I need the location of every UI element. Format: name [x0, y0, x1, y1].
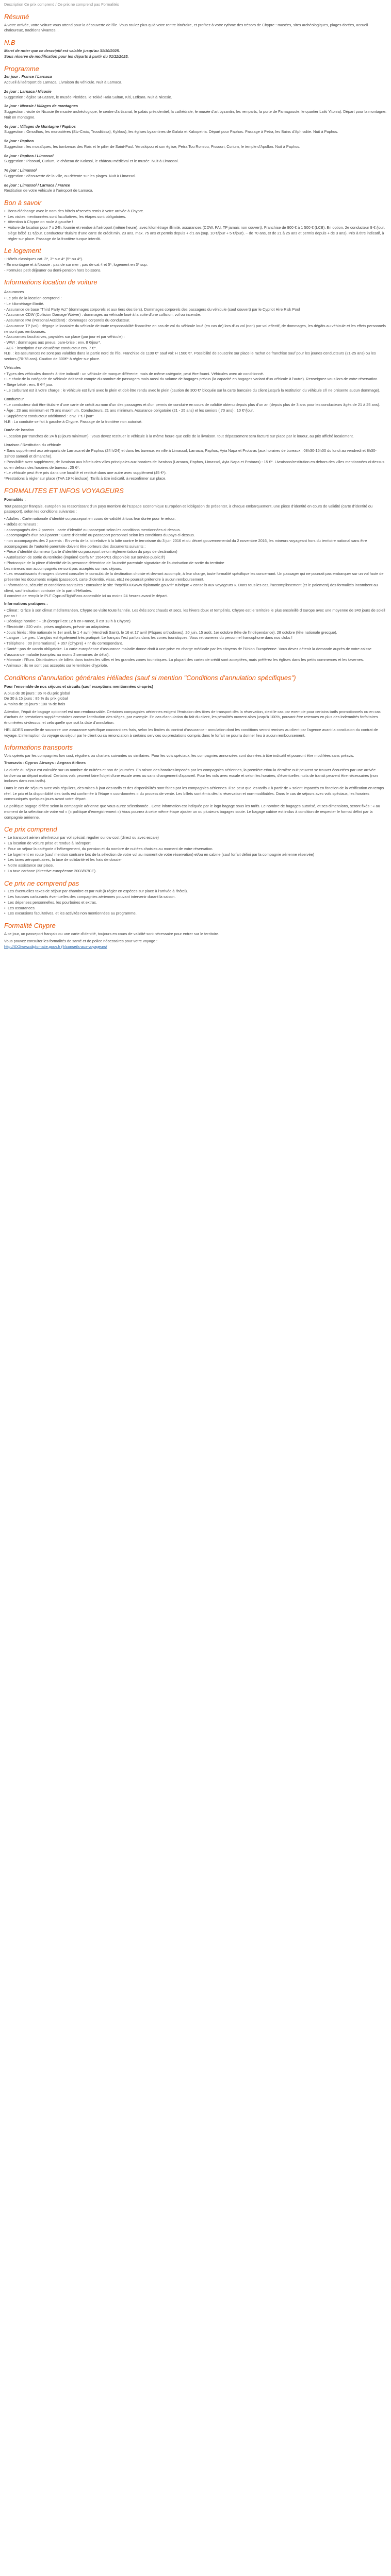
- section-title-programme: Programme: [4, 64, 39, 73]
- section-bon-a-savoir: [4, 199, 387, 242]
- diplomatie-link[interactable]: http://XXXwww.diplomatie.gouv.fr (fr/conseils-aux-voyageurs/: [4, 944, 107, 949]
- logement-line: - En montagne et à Nicosie : pas de sur mer ; pas de cat 4 et 5*, logement en 3* sup.: [4, 262, 148, 267]
- infos-pratiques-sub: Informations pratiques :: [4, 601, 48, 606]
- ne-comprend-pas-item: • Les excursions facultatives, et les activités non mentionnées au programme.: [4, 911, 387, 917]
- assurance-line: • Assurances facultatives, payables sur place (par jour et par véhicule) :: [4, 334, 125, 340]
- day-text: Suggestion : Omodhos, les monastères (Stv-Croix, Trooditissa), Kykkos), les églises byzantines de Galata et Kakopetria. Départ pour Paphos. Passage à Petra, les Bains d'Aphrodite. Nuit à Paphos.: [4, 129, 338, 134]
- location-conducteur: [4, 402, 387, 425]
- comprend-item: • Pour un séjour la catégorie d'hébergement, du pension et du nombre de nuitées choisies au moment de votre réservation.: [4, 846, 387, 852]
- programme-days: [4, 74, 387, 193]
- section-title-formalites: FORMALITES ET INFOS VOYAGEURS: [4, 486, 124, 495]
- programme-day: [4, 74, 387, 85]
- formalite-line: • Bébés et mineurs :: [4, 521, 39, 527]
- day-title: 5e jour : Paphos: [4, 139, 34, 144]
- section-title-logement: Le logement: [4, 247, 41, 255]
- comprend-item: • Le transport aérien aller/retour par vol spécial, régulier ou low cost (direct ou avec escale): [4, 835, 387, 841]
- formalite-line: • Pièce d'identité du mineur (carte d'identité ou passeport selon réglementation du pays de destination): [4, 549, 177, 554]
- location-sub-duree: Durée de location: [4, 428, 34, 433]
- transports-paragraphs: [4, 768, 387, 821]
- assurance-line: - ADF : inscription d'un deuxième conducteur env. 7 €*.: [4, 345, 97, 350]
- section-title-nb: N.B: [4, 39, 15, 47]
- comprend-list: [4, 835, 387, 874]
- info-pratique-line: • Électricité : 220 volts, prises anglaises, prévoir un adaptateur.: [4, 624, 110, 629]
- day-text: Suggestion : découverte de la ville, ou détente sur les plages. Nuit à Limassol.: [4, 173, 136, 178]
- day-text: Suggestion : visite de Nicosie (le musée archéologique, le centre d'artisanat, le palais présidentiel, la cathédrale, le musée d'art byzantin, les remparts, la porte de Famagouste, le quartier Laiki Yitonia). Départ pour la montagne. Nuit en montagne.: [4, 109, 387, 120]
- info-pratique-line: • Décalage horaire : + 1h (lorsqu'il est 12 h en France, il est 13 h à Chypre): [4, 619, 131, 624]
- day-title: 2e jour : Larnaca / Nicosie: [4, 89, 52, 94]
- assurance-line: • Le prix de la location comprend :: [4, 296, 62, 301]
- infos-pratiques-items: [4, 608, 387, 669]
- assurance-line: - WWI : dommages aux pneus, pare-brise : env. 8 €/jour*.: [4, 340, 101, 345]
- bon-a-savoir-item: • Bons d'échange avec le nom des hôtels réservés remis à votre arrivée à Chypre.: [4, 209, 387, 214]
- ne-comprend-pas-item: • Les dépenses personnelles, les pourboires et extras.: [4, 900, 387, 906]
- section-comprend: [4, 826, 387, 874]
- location-sub-livraison: Livraison / Restitution du véhicule: [4, 442, 61, 447]
- assurance-line: - Assurance TP (vol) : dégage le locataire du véhicule de toute responsabilité financière en cas de vol du véhicule loué (en cas de) lors d'un vol (non) par vol effectif, de dommages, les dégâts au véhicule et les effets personnels ne sont pas remboursés.: [4, 323, 386, 334]
- day-text: Accueil à l'aéroport de Larnaca. Livraison du véhicule. Nuit à Larnaca.: [4, 80, 123, 85]
- section-nb: [4, 39, 387, 59]
- assurance-line: - Assurance PAI (Personal Accident) : dommages corporels du conducteur.: [4, 318, 131, 323]
- comprend-item: • Notre assistance sur place.: [4, 863, 387, 869]
- section-formalites: [4, 487, 387, 669]
- location-sub-conducteur: Conducteur: [4, 396, 24, 401]
- section-resume: [4, 13, 387, 33]
- section-annulation: [4, 674, 387, 739]
- assurance-line: - Le kilométrage illimité.: [4, 301, 44, 306]
- day-text: Restitution de votre véhicule à l'aéroport de Larnaca.: [4, 188, 93, 193]
- info-pratique-line: • Langue : Le grec. L'anglais est également très pratiqué. Le français l'est parfois dans les zones touristiques. Vous retrouverez du personnel francophone dans nos clubs !: [4, 635, 292, 640]
- vehicule-line: • Le choix de la catégorie de véhicule doit tenir compte du nombre de passagers mais aussi du volume de bagages prévus (la capacité en bagages variant d'un véhicule à l'autre). Renseignez-vous lors de votre réservation.: [4, 377, 379, 382]
- annulation-paragraph: Attention, l'équit de bagage optionnel est non remboursable. Certaines compagnies aériennes exigent l'émission des titres de transport dès la réservation, c'est le cas par exemple pour certains tarifs promotionnels ou en cas d'achats de prestations supplémentaires comme l'attribution des sièges, par exemple. En cas d'annulation du fait du client, les pénalités ouvrent alors jusqu'à 100%, pouvant être retenues en plus des indemnités forfaitaires énumérées ci-dessus, et cela quelle que soit la date d'annulation.: [4, 709, 381, 725]
- formalite-line: Les mineurs non accompagnés ne sont pas acceptés sur nos séjours.: [4, 566, 122, 571]
- conducteur-line: • Âge : 23 ans minimum et 75 ans maximum. Conducteurs, 21 ans minimum. Assurance obligatoire (21 - 25 ans) et les seniors ( 70 ans) : 10 €*/jour.: [4, 408, 254, 413]
- formalite-line: • Les ressortissants étrangers doivent consulter le consulat de la destination choisie et devront accomplir, à leur charge, toute formalité spécifique les concernant. Un passager qui ne pourrait pas embarquer sur un vol faute de présenter les documents exigés (passeport, carte d'identité, visas, etc.) ne pourrait prétendre à aucun remboursement.: [4, 571, 384, 582]
- ne-comprend-pas-item: • Les éventuelles taxes de séjour par chambre et par nuit (à régler en espèces sur place à l'arrivée à l'hôtel).: [4, 889, 387, 894]
- comprend-item: • Le logement en route (sauf mention contraire lors de la sélection de votre vol au moment de votre réservation) et/ou en cabine (sauf forfait défini par la compagnie aérienne réservée): [4, 852, 387, 858]
- programme-day: [4, 89, 387, 100]
- location-livraison: [4, 448, 387, 481]
- ne-comprend-pas-list: [4, 889, 387, 917]
- section-title-location: Informations location de voiture: [4, 278, 97, 286]
- conducteur-line: N.B : La conduite se fait à gauche à Chypre. Passage de la frontière non autorisé.: [4, 419, 142, 424]
- annulation-sub: Pour l'ensemble de nos séjours et circuits (sauf exceptions mentionnées ci-après): [4, 684, 153, 689]
- day-title: 4e jour : Villages de Montagne / Paphos: [4, 124, 76, 129]
- section-location: [4, 279, 387, 481]
- bon-a-savoir-item: • Attention à Chypre on roule à gauche !: [4, 219, 387, 225]
- formalite-chypre-text2: Vous pouvez consulter les formalités de santé et de police nécessaires pour votre voyage :: [4, 938, 158, 943]
- formalites-items: [4, 516, 387, 599]
- comprend-item: • La location de voiture prise et rendue à l'aéroport: [4, 841, 387, 846]
- programme-day: [4, 104, 387, 120]
- programme-day: [4, 124, 387, 135]
- section-transports: [4, 744, 387, 820]
- logement-line: - Hôtels classiques cat. 3*, 3* sur 4* (5* ou 4*).: [4, 257, 83, 262]
- formalite-line: • Informations, sécurité et conditions sanitaires : consultez le site "http:///XXXwww.diplomatie.gouv.fr" rubrique « conseils aux voyageurs ». Dans tous les cas, l'accomplissement (et le paiement) des formalités incombent au client, sauf indication contraire de la part d'Héliades.: [4, 582, 378, 593]
- info-pratique-line: • Téléphone : 00 (International) + 357 (Chypre) + n° du correspondant.: [4, 641, 123, 646]
- conducteur-line: • Le conducteur doit être titulaire d'une carte de crédit au nom d'un des passagers et d'un permis de conduire en cours de validité obtenu depuis plus d'un an (depuis plus de 3 ans pour les conducteurs âgés de 21 à 25 ans).: [4, 402, 380, 408]
- resume-text: A votre arrivée, votre voiture vous attend pour la découverte de l'île. Vous roulez plus qu'à votre rentre itinéraire, et profitez à votre rythme des trésors de Chypre : musées, sites archéologiques, plages dorées, accueil chaleureux, traditions vivantes...: [4, 22, 368, 33]
- section-title-comprend: Ce prix comprend: [4, 825, 57, 834]
- day-title: 3e jour : Nicosie / Villages de montagnes: [4, 104, 78, 109]
- vehicule-line: • Siège bébé : env. 9 €*/ jour.: [4, 382, 53, 387]
- livraison-line: • Possibilité avec supplément, de livraison aux hôtels des villes principales aux horaires de livraison (Larnaca, Paphos, Limassol, Ayia Napa et Protaras) : 15 €*. Livraisons/restitution en dehors des villes mentionnées ci-dessus ou en dehors des horaires de bureau : 25 €*.: [4, 459, 384, 470]
- day-title: 7e jour : Limassol: [4, 168, 37, 173]
- location-vehicules: [4, 371, 387, 394]
- vehicule-line: • Types des véhicules donnés à titre indicatif : un véhicule de marque différente, mais de même catégorie, peut être fourni. Véhicules avec air conditionné.: [4, 371, 264, 376]
- formalite-chypre-text: A ce jour, un passeport français ou une carte d'identité, toujours en cours de validité sont nécessaire pour entrer sur le territoire.: [4, 931, 220, 937]
- comprend-item: • La taxe carbone (directive européenne 2003/87/CE).: [4, 869, 387, 874]
- assurance-line: - Assurance de base "Third Party Act" (dommages corporels et aux tiers des tiers). Dommages corporels des passagers du véhicule (sauf couvert) par le Cypriot Hire Risk Pool: [4, 307, 300, 312]
- annulation-lines: [4, 691, 387, 707]
- section-title-ne-comprend-pas: Ce prix ne comprend pas: [4, 879, 79, 887]
- section-title-bon-a-savoir: Bon à savoir: [4, 198, 42, 207]
- location-sub-vehicules: Véhicules: [4, 365, 21, 370]
- annulation-line: A moins de 15 jours : 100 % de frais: [4, 702, 66, 706]
- formalites-intro: Tout passager français, européen ou ressortissant d'un pays membre de l'Espace Economique Européen et l'obligation de présenter, à chaque embarquement, une pièce d'identité en cours de validité (carte d'identité ou passeport), selon les conditions suivantes :: [4, 503, 373, 514]
- formalite-line: - accompagnés des 2 parents : carte d'identité ou passeport selon les conditions mentionnées ci-dessus.: [4, 527, 181, 532]
- formalite-line: - accompagnés d'un seul parent : Carte d'identité ou passeport personnel selon les conditions du pays ci-dessus.: [4, 533, 195, 538]
- day-title: 6e jour : Paphos / Limassol: [4, 153, 54, 158]
- livraison-line: • Le véhicule peut être pris dans une localité et restitué dans une autre avec supplément (45 €*).: [4, 470, 167, 476]
- info-pratique-line: • Climat : Grâce à son climat méditerranéen, Chypre se visite toute l'année. Les étés sont chauds et secs, les hivers doux et tempérés. Chypre est le territoire le plus ensoleillé d'Europe avec une moyenne de 340 jours de soleil par an !: [4, 607, 385, 618]
- comprend-item: • Les taxes aéroportuaires, la taxe de solidarité et les frais de dossier: [4, 857, 387, 863]
- info-pratique-line: • Santé : pas de vaccin obligatoire. La carte européenne d'assurance maladie donne droit à une prise en charge médicale par les citoyens de l'Union Européenne. Vous devez détenir la demande auprès de votre caisse d'assurance maladie (comptez au moins 2 semaines de délai).: [4, 646, 372, 657]
- formalite-line: - non accompagnés des 2 parents : En vertu de la loi relative à la lutte contre le terrorisme du 3 juin 2016 et du décret gouvernemental du 2 novembre 2016, les mineurs voyageant hors du territoire national sans être accompagnés de l'autorité parentale doivent être porteurs des documents suivants :: [4, 538, 367, 549]
- programme-day: [4, 154, 387, 164]
- section-ne-comprend-pas: [4, 880, 387, 917]
- tabs-header: Description Ce prix comprend / Ce prix ne comprend pas Formalités: [4, 2, 119, 7]
- transports-companies: Transavia - Cyprus Airways - Aegean Airlines: [4, 760, 86, 766]
- nb-line: Merci de noter que ce descriptif est valable jusqu'au 31/10/2025.: [4, 48, 120, 54]
- livraison-line: • Sans supplément aux aéroports de Larnaca et de Paphos (24 h/24) et dans les bureaux en ville à Limassol, Larnaca, Paphos, Ayia Napa et Protaras (aux horaires de bureaux : 08h30-15h00 du lundi au vendredi et 8h30-13h00 samedi et dimanche).: [4, 448, 377, 459]
- location-duree: [4, 434, 387, 439]
- duree-line: • Location par tranches de 24 h (3 jours minimum) : vous devez restituer le véhicule à la même heure que celle de la livraison. tout dépassement sera facturé sur place par le loueur, au prix affiché localement.: [4, 434, 354, 439]
- transports-intro: Vols opérés par les compagnies low cost, réguliers ou charters suivantes ou similaires. Pour les vols spéciaux, les compagnies annoncées sont données à titre indicatif et pourront être modifiées sans préavis.: [4, 753, 354, 758]
- programme-day: [4, 139, 387, 149]
- annulation-line: A plus de 30 jours : 35 % du prix global: [4, 690, 70, 696]
- section-formalite-chypre: [4, 922, 387, 950]
- annulation-paragraph: HELIADES conseille de souscrire une assurance spécifique couvrant ces frais, selon les limites du contrat d'assurance - annulation dont les conditions seront remises au client par l'agence avant la conclusion du contrat de voyage. L'interruption du voyage ou séjour par le client ou sa renonciation à certains services ou prestations compris dans le forfait ne pourra donner lieu à aucun remboursement.: [4, 727, 378, 738]
- day-text: Suggestion : les mosaïques, les tombeaux des Rois et le pilier de Saint-Paul. Yeroskipou et son église, Petra Tou Romiou, Pissouri, Curium, le temple d'Apollon. Nuit à Paphos.: [4, 144, 300, 149]
- day-text: Suggestion : église St-Lazare, le musée Pierides, le Tekké Hala Sultan, Kiti, Lefkara. Nuit à Nicosie.: [4, 94, 172, 99]
- section-title-transports: Informations transports: [4, 743, 73, 752]
- transports-paragraph: La durée du séjour est calculée sur un nombre de nuitées et non de journées. En raison des horaires imposés par les compagnies aériennes, la première et/ou la dernière nuit peuvent se trouver écourtées par une arrivée tardive ou un départ matinal. Certains vols peuvent faire l'objet d'une escale avec ou sans changement d'appareil. Pour les vols avec escale et selon les horaires, d'éventuelles nuits de transit peuvent être nécessaires (non incluses dans nos tarifs).: [4, 767, 378, 784]
- formalite-line: • Photocopie de la pièce d'identité de la personne détentrice de l'autorité parentale signataire de l'autorisation de sortie du territoire: [4, 560, 224, 565]
- location-assurances: [4, 296, 387, 362]
- formalite-line: • Autorisation de sortie du territoire (imprimé Cerfa N° 15646*01 disponible sur service-public.fr): [4, 555, 165, 560]
- nb-line: Sous réserve de modification pour les départs à partir du 01/11/2025.: [4, 54, 129, 59]
- info-pratique-line: • Jours fériés : fête nationale le 1er avril, le 1 4 avril (Vendredi Saint), le 16 et 17 avril (Pâques orthodoxes), 20 juin, 15 août, 1er octobre (fête de l'indépendance), 28 octobre (fête nationale grecque).: [4, 630, 337, 635]
- day-title: 1er jour : France / Larnaca: [4, 74, 52, 79]
- bon-a-savoir-item: • Les visites mentionnées sont facultatives, les étapes sont obligatoires.: [4, 214, 387, 220]
- transports-paragraph: La politique bagage diffère selon la compagnie aérienne que vous aurez sélectionnée . Cette information est indiquée par le logo bagage sous les tarifs. Le nombre de bagages autorisé, et ses dimensions, seront fixés : « au moment de la sélection de votre vol » (« politique d'enregistrement ») Vous pourrez à cette même étape ajouter un ou plusieurs bagages soute. Le bagage cabine est inclus à condition de respecter le format défini par la compagnie aérienne.: [4, 804, 380, 820]
- programme-day: [4, 183, 387, 194]
- livraison-line: *Prestations à régler sur place (TVA 19 % incluse). Tarifs à titre indicatif, à reconfirmer sur place.: [4, 476, 167, 481]
- bon-a-savoir-item: • Voiture de location pour 7 x 24h, fournie et rendue à l'aéroport (même heure), avec kilométrage illimité, assurances (CDW, PAI, TP jamais non couvert), Franchise de 900 € à 1 500 € (LCB). En option, 2e conducteur 9 € /jour, siège bébé 11 €/jour. Conducteur titulaire d'une carte de crédit min. 23 ans, max. 75 ans et permis depuis + d'1 an (sup. 10 €/jour + 5 €/jour). ~ de 70 ans, et de 21 à 25 ans et permis depuis + de 3 ans). Prix à titre indicatif, à régler sur place. Passage de la frontière turque interdit.: [4, 225, 387, 242]
- ne-comprend-pas-item: • Les hausses carburants éventuelles des compagnies aériennes pouvant intervenir durant la saison.: [4, 894, 387, 900]
- day-text: Suggestion : Pissouri, Curium, le château de Kolossi, le château médiéval et le musée. Nuit à Limassol.: [4, 159, 179, 164]
- ne-comprend-pas-item: • Les assurances.: [4, 906, 387, 911]
- assurance-line: - Assurance CDW (Collision Damage Waiver) : dommages au véhicule loué à la suite d'une collision, vol ou incendie.: [4, 312, 201, 317]
- transports-paragraph: Dans le cas de séjours avec vols réguliers, des mises à jour des tarifs et des disponibilités sont faites par les compagnies aériennes. Il se peut que les tarifs « à partir de » soient impactés en fonction de la vérification en temps réel. Le prix et la disponibilité des tarifs est confirmée à l'étape « coordonnées » du process de vente. Les billets sont émis dès la réservation et non-modifiables. Dans le cas de séjours avec vols spéciaux, les horaires communiqués quelques jours avant votre départ.: [4, 786, 384, 802]
- bon-a-savoir-list: [4, 209, 387, 242]
- page: [0, 0, 391, 955]
- day-title: 8e jour : Limassol / Larnaca / France: [4, 182, 70, 188]
- section-logement: [4, 247, 387, 273]
- location-sub-assurances: Assurances: [4, 290, 24, 295]
- info-pratique-line: • Monnaie : l'Euro. Distributeurs de billets dans toutes les villes et les grandes zones touristiques. La plupart des cartes de crédit sont acceptées, mais préférez les églises dans les petits commerces et les tavernes.: [4, 657, 364, 663]
- section-programme: [4, 65, 387, 194]
- vehicule-line: • Le carburant est à votre charge : le véhicule est livré avec le plein et doit être rendu avec le plein (caution de 300 €* bloquée sur la carte bancaire du client jusqu'à la restitution du véhicule s'il ne présente aucun dommage).: [4, 387, 380, 393]
- formalite-line: • Adultes : Carte nationale d'identité ou passeport en cours de validité à tous leur durée pour le retour.: [4, 516, 176, 521]
- formalites-sub: Formalités :: [4, 497, 26, 502]
- info-pratique-line: • Animaux : ils ne sont pas acceptés sur le territoire chypriote.: [4, 663, 108, 668]
- assurance-line: N.B. : les assurances ne sont pas valables dans la partie nord de l'île. Franchise de 1100 €* sauf vol: H 1500 €*. Possibilité de souscrire sur place le rachat de franchise sauf pour les jeunes conducteurs (21-25 ans) ou les seniors (70-78 ans). Caution de 300€* à régler sur place.: [4, 351, 376, 362]
- formalite-line: Il convient de remplir le PLF CyprusFlightPass accessible ici au moins 24 heures avant le départ.: [4, 594, 168, 599]
- conducteur-line: • Supplément conducteur additionnel : env. 7 € / jour*: [4, 413, 94, 418]
- section-title-formalite-chypre: Formalité Chypre: [4, 922, 56, 930]
- logement-lines: [4, 257, 387, 273]
- annulation-line: De 30 à 15 jours : 85 % du prix global: [4, 696, 68, 701]
- logement-line: - Formules petit déjeuner ou demi-pension hors boissons.: [4, 267, 102, 273]
- section-title-resume: Résumé: [4, 12, 29, 21]
- annulation-paragraphs: [4, 709, 387, 739]
- programme-day: [4, 168, 387, 179]
- section-title-annulation: Conditions d'annulation générales Héliades (sauf si mention "Conditions d'annulation spécifiques"): [4, 673, 296, 682]
